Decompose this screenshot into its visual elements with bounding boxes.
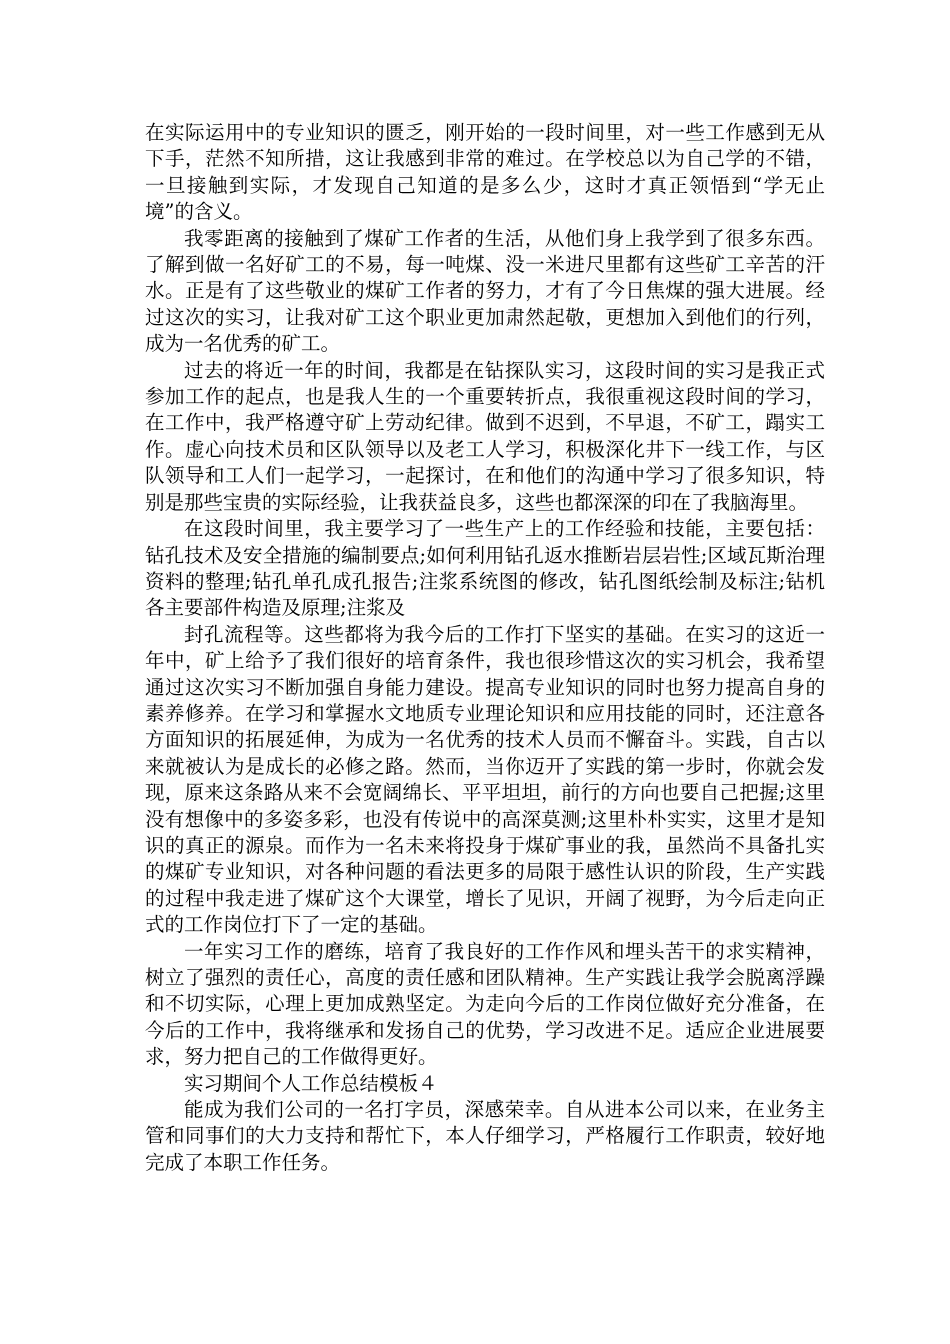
paragraph-1: 在实际运用中的专业知识的匮乏，刚开始的一段时间里，对一些工作感到无从下手，茫然不知所措，这让我感到非常的难过。在学校总以为自己学的不错，一旦接触到实际，才发现自己知道的是多么少，这时才真正领悟到“学无止境”的含义。 [145, 121, 825, 224]
closing-paragraph: 能成为我们公司的一名打字员，深感荣幸。自从进本公司以来，在业务主管和同事们的大力支持和帮忙下，本人仔细学习，严格履行工作职责，较好地完成了本职工作任务。 [145, 1098, 825, 1174]
paragraph-5: 封孔流程等。这些都将为我今后的工作打下坚实的基础。在实习的这近一年中，矿上给予了我们很好的培育条件，我也很珍惜这次的实习机会，我希望通过这次实习不断加强自身能力建设。提高专业知识的同时也努力提高自身的素养修养。在学习和掌握水文地质专业理论知识和应用技能的同时，还注意各方面知识的拓展延伸，为成为一名优秀的技术人员而不懈奋斗。实践，自古以来就被认为是成长的必修之路。然而，当你迈开了实践的第一步时，你就会发现，原来这条路从来不会宽阔绵长、平平坦坦，前行的方向也要自己把握;这里没有想像中的多姿多彩，也没有传说中的高深莫测;这里朴朴实实，这里才是知识的真正的源泉。而作为一名未来将投身于煤矿事业的我，虽然尚不具备扎实的煤矿专业知识，对各种问题的看法更多的局限于感性认识的阶段，生产实践的过程中我走进了煤矿这个大课堂，增长了见识，开阔了视野，为今后走向正式的工作岗位打下了一定的基础。 [145, 622, 825, 937]
paragraph-6: 一年实习工作的磨练，培育了我良好的工作作风和埋头苦干的求实精神，树立了强烈的责任心，高度的责任感和团队精神。生产实践让我学会脱离浮躁和不切实际，心理上更加成熟坚定。为走向今后的工作岗位做好充分准备，在今后的工作中，我将继承和发扬自己的优势，学习改进不足。适应企业进展要求，努力把自己的工作做得更好。 [145, 939, 825, 1069]
paragraph-3: 过去的将近一年的时间，我都是在钻探队实习，这段时间的实习是我正式参加工作的起点，也是我人生的一个重要转折点，我很重视这段时间的学习，在工作中，我严格遵守矿上劳动纪律。做到不迟到，不早退，不矿工，蹋实工作。虚心向技术员和区队领导以及老工人学习，积极深化井下一线工作，与区队领导和工人们一起学习，一起探讨，在和他们的沟通中学习了很多知识，特别是那些宝贵的实际经验，让我获益良多，这些也都深深的印在了我脑海里。 [145, 358, 825, 514]
document-body [145, 120, 825, 1176]
paragraph-4: 在这段时间里，我主要学习了一些生产上的工作经验和技能，主要包括：钻孔技术及安全措施的编制要点;如何利用钻孔返水推断岩层岩性;区域瓦斯治理资料的整理;钻孔单孔成孔报告;注浆系统图的修改，钻孔图纸绘制及标注;钻机各主要部件构造及原理;注浆及 [145, 517, 825, 620]
section-heading: 实习期间个人工作总结模板４ [184, 1071, 438, 1095]
paragraph-2: 我零距离的接触到了煤矿工作者的生活，从他们身上我学到了很多东西。了解到做一名好矿工的不易，每一吨煤、没一米进尺里都有这些矿工辛苦的汗水。正是有了这些敬业的煤矿工作者的努力，才有了今日焦煤的强大进展。经过这次的实习，让我对矿工这个职业更加肃然起敬，更想加入到他们的行列，成为一名优秀的矿工。 [145, 226, 825, 356]
